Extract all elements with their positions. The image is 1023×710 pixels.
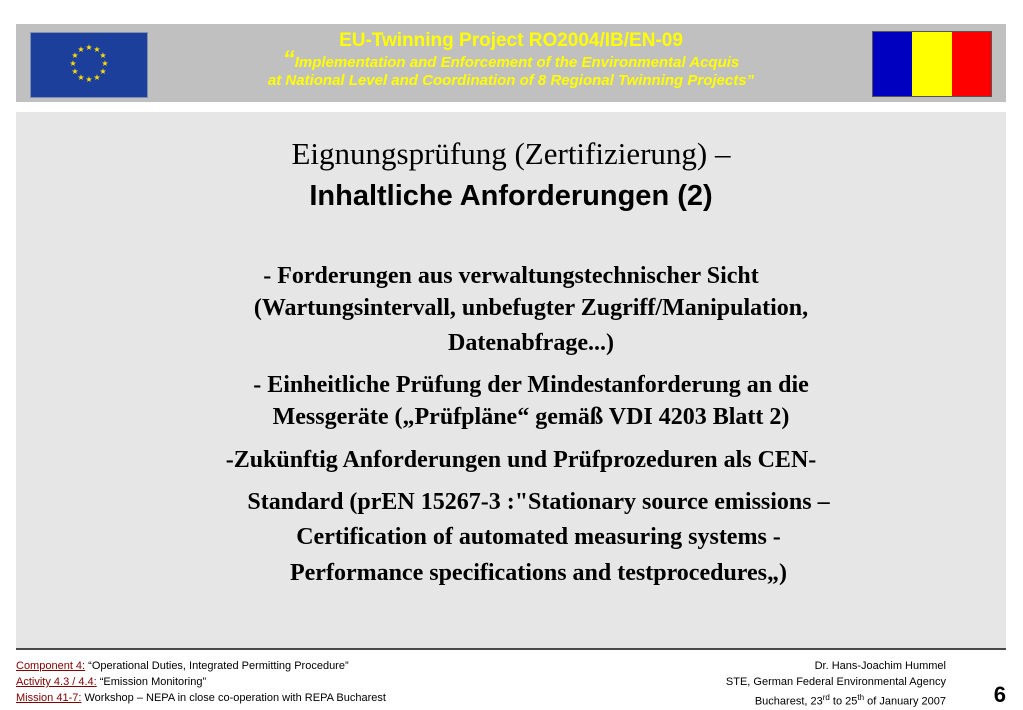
svg-text:★: ★	[99, 51, 107, 60]
bullet-line-4: - Einheitliche Prüfung der Mindestanforderung an die	[253, 372, 809, 398]
slide-content	[16, 112, 1006, 648]
eu-flag-icon	[30, 32, 148, 98]
svg-text:★: ★	[85, 75, 93, 84]
footer-author: Dr. Hans-Joachim Hummel	[814, 660, 946, 672]
component-label: Component 4:	[16, 660, 86, 672]
flag-stripe-blue	[873, 32, 912, 96]
svg-text:★: ★	[101, 59, 109, 68]
bullet-line-6: -Zukünftig Anforderungen und Prüfprozeduren als CEN-	[225, 447, 817, 473]
flag-stripe-red	[952, 32, 991, 96]
bullet-line-7: Standard (prEN 15267-3 :"Stationary source emissions –	[247, 489, 830, 515]
bullet-line-5: Messgeräte („Prüfpläne“ gemäß VDI 4203 Blatt 2)	[272, 404, 790, 430]
date-prefix: Bucharest, 23	[754, 695, 823, 708]
footer-right	[726, 658, 946, 710]
activity-label: Activity 4.3 / 4.4:	[16, 676, 97, 688]
footer-mission	[16, 690, 386, 706]
header-title	[166, 30, 856, 89]
svg-text:★: ★	[69, 59, 77, 68]
svg-text:★: ★	[71, 67, 79, 76]
svg-text:★: ★	[77, 45, 85, 54]
date-suffix: of January 2007	[864, 695, 946, 708]
date-mid: to 25	[829, 695, 858, 708]
slide-subtitle: Inhaltliche Anforderungen (2)	[309, 180, 713, 212]
footer	[16, 648, 1006, 710]
subtitle-line2: at National Level and Coordination of 8 Regional Twinning Projects”	[267, 72, 755, 89]
svg-text:★: ★	[99, 67, 107, 76]
svg-text:★: ★	[93, 73, 101, 82]
mission-label: Mission 41-7:	[16, 692, 82, 704]
flag-stripe-yellow	[912, 32, 951, 96]
date-sup-th: th	[857, 693, 865, 702]
footer-date	[726, 690, 946, 710]
component-value: “Operational Duties, Integrated Permitting Procedure”	[85, 660, 349, 672]
footer-activity	[16, 674, 386, 690]
opening-quote: “	[282, 46, 295, 73]
bullet-line-2: (Wartungsintervall, unbefugter Zugriff/Manipulation,	[253, 295, 809, 321]
date-sup-rd: rd	[822, 693, 830, 702]
romania-flag-icon	[872, 31, 992, 97]
project-title: EU-Twinning Project RO2004/IB/EN-09	[339, 30, 683, 51]
svg-text:★: ★	[85, 43, 93, 52]
header-bar	[16, 24, 1006, 102]
footer-component	[16, 658, 386, 674]
project-subtitle	[166, 46, 856, 73]
mission-value: Workshop – NEPA in close co-operation with REPA Bucharest	[81, 692, 386, 704]
svg-text:★: ★	[77, 73, 85, 82]
footer-left	[16, 658, 386, 706]
footer-agency: STE, German Federal Environmental Agency	[725, 676, 946, 688]
subtitle-line1: Implementation and Enforcement of the Environmental Acquis	[294, 54, 740, 71]
svg-text:★: ★	[71, 51, 79, 60]
slide-title: Eignungsprüfung (Zertifizierung) –	[291, 136, 731, 171]
bullet-line-1: - Forderungen aus verwaltungstechnischer Sicht	[263, 263, 759, 289]
page-number: 6	[993, 682, 1006, 707]
svg-text:★: ★	[93, 45, 101, 54]
activity-value: “Emission Monitoring”	[96, 676, 207, 688]
bullet-line-3: Datenabfrage...)	[448, 330, 614, 356]
bullet-line-8: Certification of automated measuring systems -	[296, 524, 781, 550]
bullet-line-9: Performance specifications and testprocedures„)	[289, 560, 787, 586]
